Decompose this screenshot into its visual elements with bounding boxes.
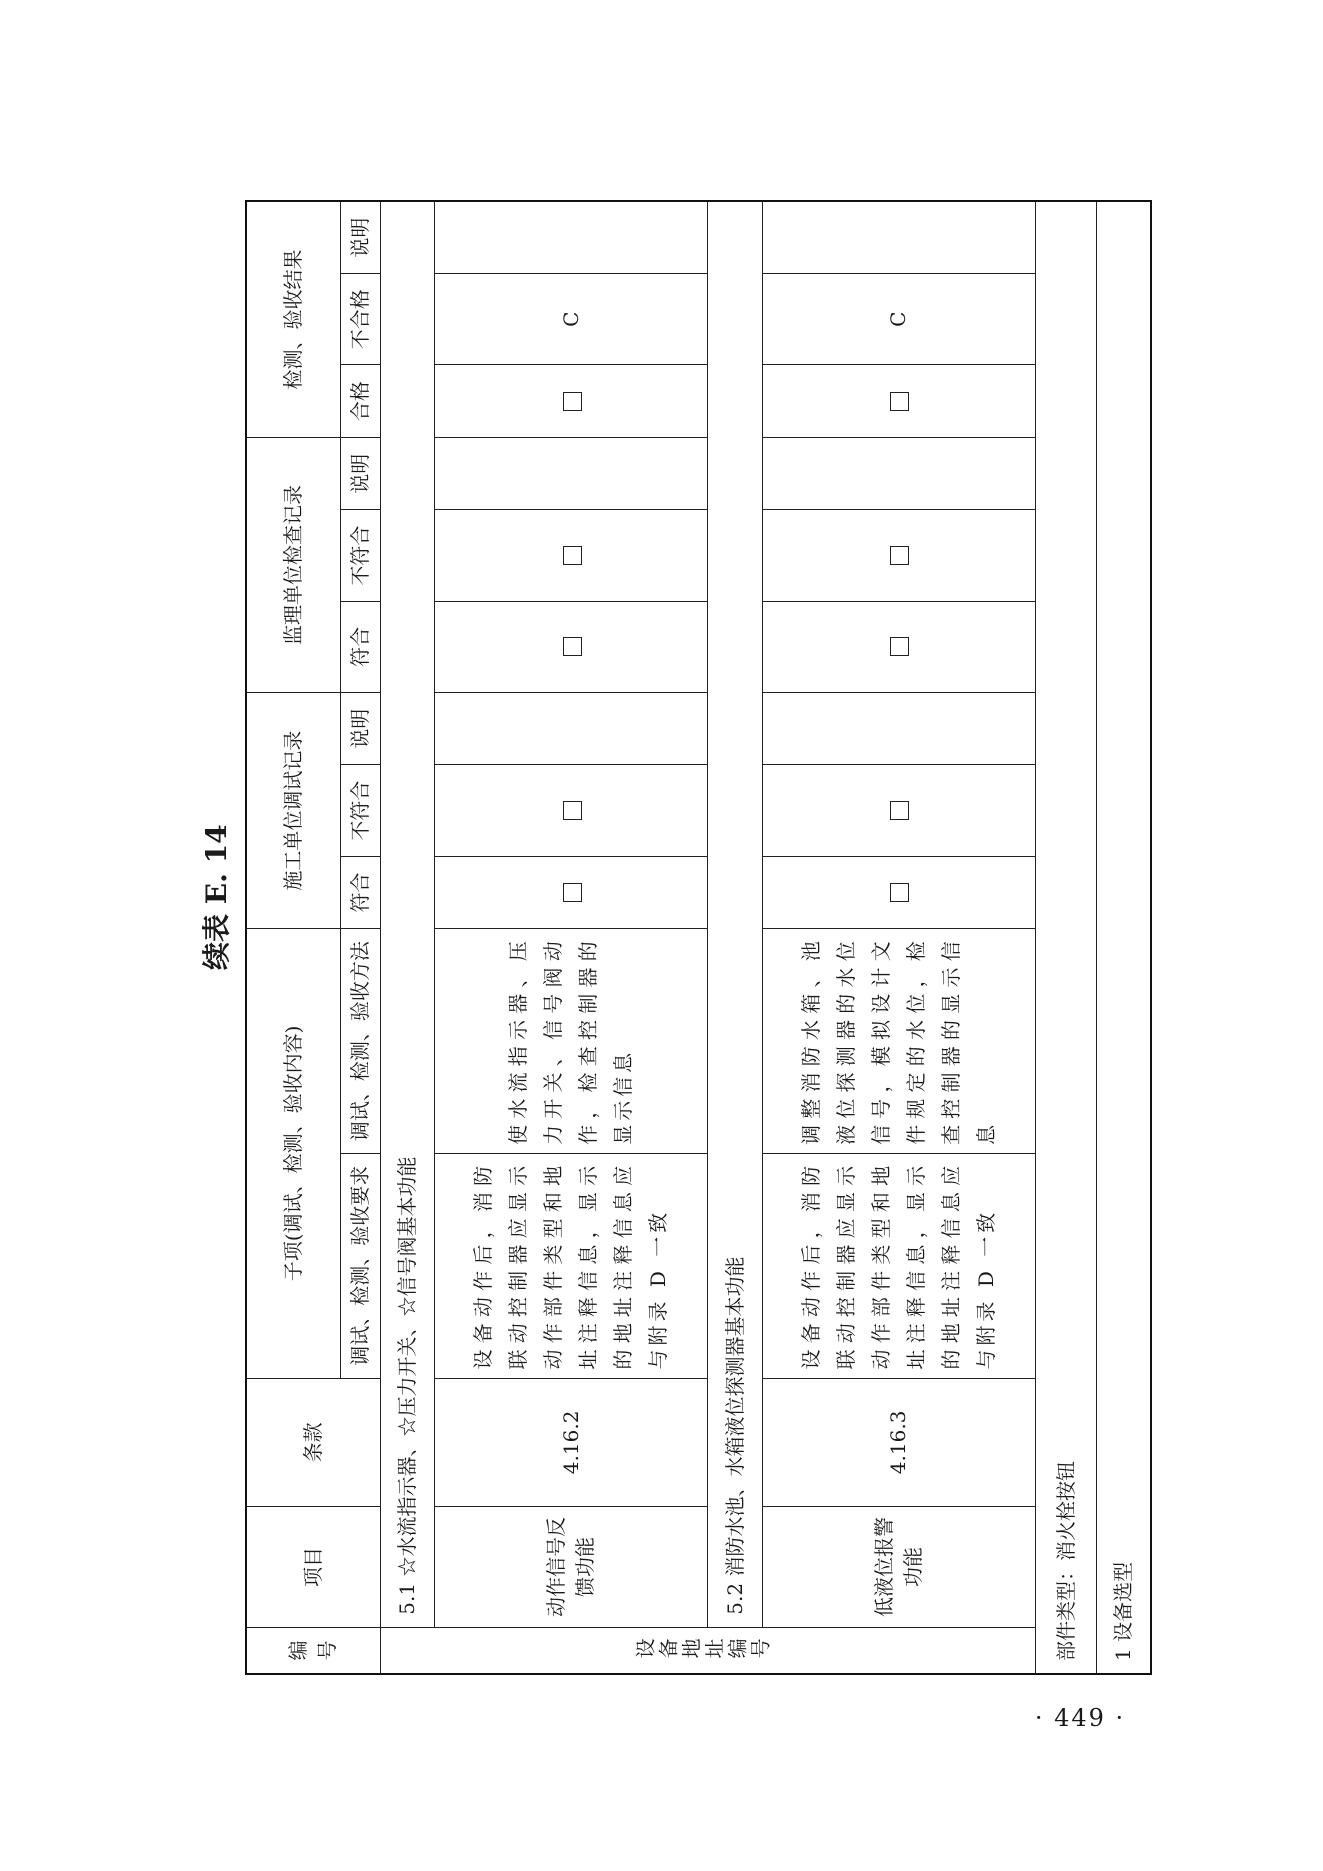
sg-bufuhe-1 <box>435 765 708 856</box>
section-title-2: 5.2 消防水池、水箱液位探测器基本功能 <box>708 201 762 1627</box>
method-2: 调整消防水箱、池液位探测器的水位信号，模拟设计文件规定的水位，检查控制器的显示信息 <box>762 929 1035 1154</box>
jc-shuoming-2 <box>762 201 1035 274</box>
checkbox-icon[interactable] <box>563 801 582 820</box>
sg-bufuhe-2 <box>762 765 1035 856</box>
item-1: 动作信号反馈功能 <box>435 1507 708 1628</box>
jl-bufuhe-1 <box>435 510 708 601</box>
jl-shuoming-2 <box>762 437 1035 510</box>
header-bianhao: 编号 <box>246 1627 380 1674</box>
header-tiaokuan: 条款 <box>246 1378 380 1507</box>
sg-shuoming-1 <box>435 692 708 765</box>
inspection-table <box>245 200 1152 1675</box>
jl-fuhe-1 <box>435 601 708 692</box>
footer-row-1: 部件类型：消火栓按钮 <box>1035 201 1096 1674</box>
header-xiangmu: 项目 <box>246 1507 380 1628</box>
jc-buhege-1: C <box>435 274 708 365</box>
header-jc-buhege: 不合格 <box>340 274 380 365</box>
sg-fuhe-1 <box>435 856 708 929</box>
header-jl-fuhe: 符合 <box>340 601 380 692</box>
header-req: 调试、检测、验收要求 <box>340 1153 380 1378</box>
header-sg-bufuhe: 不符合 <box>340 765 380 856</box>
jl-bufuhe-2 <box>762 510 1035 601</box>
item-2: 低液位报警功能 <box>762 1507 1035 1628</box>
header-shigong: 施工单位调试记录 <box>246 692 340 928</box>
checkbox-icon[interactable] <box>563 883 582 902</box>
side-label: 设备地址编号 <box>634 1637 773 1662</box>
jl-shuoming-1 <box>435 437 708 510</box>
checkbox-icon[interactable] <box>890 546 909 565</box>
checkbox-icon[interactable] <box>890 801 909 820</box>
clause-1: 4.16.2 <box>435 1378 708 1507</box>
header-jl-bufuhe: 不符合 <box>340 510 380 601</box>
checkbox-icon[interactable] <box>563 392 582 411</box>
header-jc-hege: 合格 <box>340 365 380 438</box>
header-jiance: 检测、验收结果 <box>246 201 340 437</box>
checkbox-icon[interactable] <box>890 637 909 656</box>
header-jianli: 监理单位检查记录 <box>246 437 340 692</box>
jc-hege-1 <box>435 365 708 438</box>
clause-2: 4.16.3 <box>762 1378 1035 1507</box>
footer-row-2: 1 设备选型 <box>1097 201 1151 1674</box>
header-zixiang: 子项(调试、检测、验收内容) <box>246 929 340 1378</box>
header-method: 调试、检测、验收方法 <box>340 929 380 1154</box>
jc-hege-2 <box>762 365 1035 438</box>
side-label-cell <box>380 1627 1035 1674</box>
page-title: 续表 E. 14 <box>200 824 233 970</box>
checkbox-icon[interactable] <box>563 546 582 565</box>
checkbox-icon[interactable] <box>890 392 909 411</box>
jl-fuhe-2 <box>762 601 1035 692</box>
page-number: · 449 · <box>1034 1704 1126 1732</box>
requirement-2: 设备动作后，消防联动控制器应显示动作部件类型和地址注释信息，显示的地址注释信息应与附录 D 一致 <box>762 1153 1035 1378</box>
header-jl-shuoming: 说明 <box>340 437 380 510</box>
header-sg-fuhe: 符合 <box>340 856 380 929</box>
header-sg-shuoming: 说明 <box>340 692 380 765</box>
sg-shuoming-2 <box>762 692 1035 765</box>
jc-shuoming-1 <box>435 201 708 274</box>
method-1: 使水流指示器、压力开关、信号阀动作，检查控制器的显示信息 <box>435 929 708 1154</box>
checkbox-icon[interactable] <box>563 637 582 656</box>
jc-buhege-2: C <box>762 274 1035 365</box>
section-title-1: 5.1 ☆水流指示器、☆压力开关、☆信号阀基本功能 <box>380 201 434 1627</box>
sg-fuhe-2 <box>762 856 1035 929</box>
checkbox-icon[interactable] <box>890 883 909 902</box>
header-jc-shuoming: 说明 <box>340 201 380 274</box>
requirement-1: 设备动作后，消防联动控制器应显示动作部件类型和地址注释信息，显示的地址注释信息应与附录 D 一致 <box>435 1153 708 1378</box>
rotated-table-container <box>245 200 1152 1675</box>
